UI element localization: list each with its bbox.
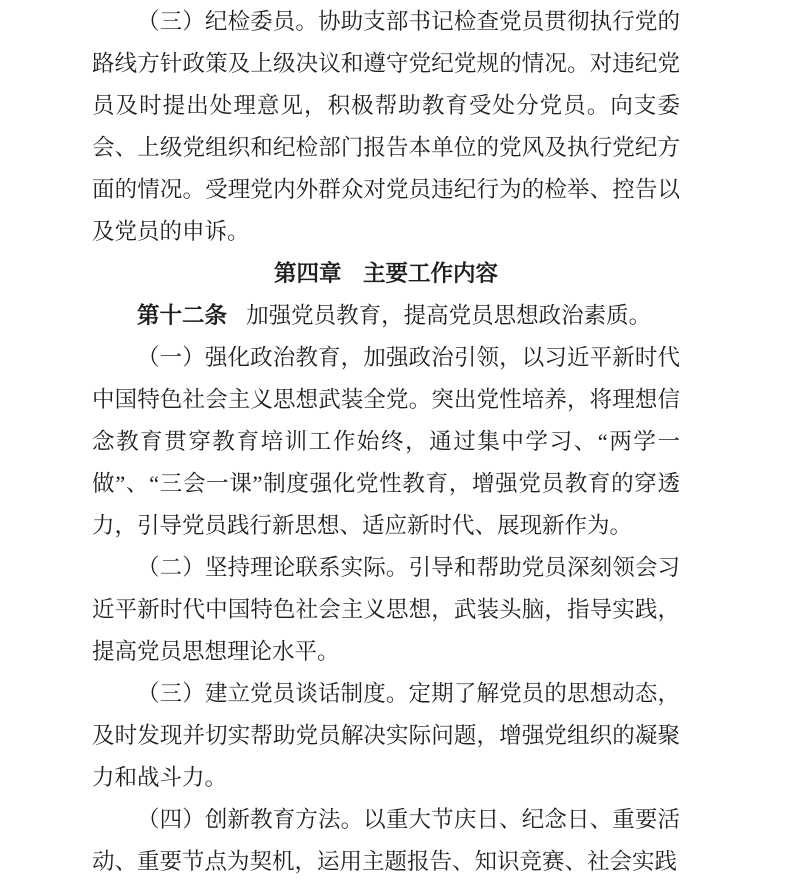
body-paragraph: （三）建立党员谈话制度。定期了解党员的思想动态，及时发现并切实帮助党员解决实际问题，增强党组织的凝聚力和战斗力。 [92,681,680,790]
chapter-number: 第四章 [274,261,342,286]
body-paragraph: （四）创新教育方法。以重大节庆日、纪念日、重要活动、重要节点为契机，运用主题报告、知识竞赛、社会实践 [92,807,680,874]
article-paragraph [92,295,680,337]
article-number: 第十二条 [137,303,228,328]
body-paragraph: （二）坚持理论联系实际。引导和帮助党员深刻领会习近平新时代中国特色社会主义思想，武装头脑，指导实践，提高党员思想理论水平。 [92,555,680,664]
document-content [92,1,680,883]
chapter-title: 主要工作内容 [362,261,498,286]
body-paragraph: （一）强化政治教育，加强政治引领，以习近平新时代中国特色社会主义思想武装全党。突出党性培养，将理想信念教育贯穿教育培训工作始终，通过集中学习、“两学一做”、“三会一课”制度强化党性教育，增强党员教育的穿透力，引导党员践行新思想、适应新时代、展现新作为。 [92,345,680,538]
chapter-heading [92,253,680,295]
article-text: 加强党员教育，提高党员思想政治素质。 [246,303,652,328]
body-paragraph: （三）纪检委员。协助支部书记检查党员贯彻执行党的路线方针政策及上级决议和遵守党纪党规的情况。对违纪党员及时提出处理意见，积极帮助教育受处分党员。向支委会、上级党组织和纪检部门报告本单位的党风及执行党纪方面的情况。受理党内外群众对党员违纪行为的检举、控告以及党员的申诉。 [92,9,680,244]
